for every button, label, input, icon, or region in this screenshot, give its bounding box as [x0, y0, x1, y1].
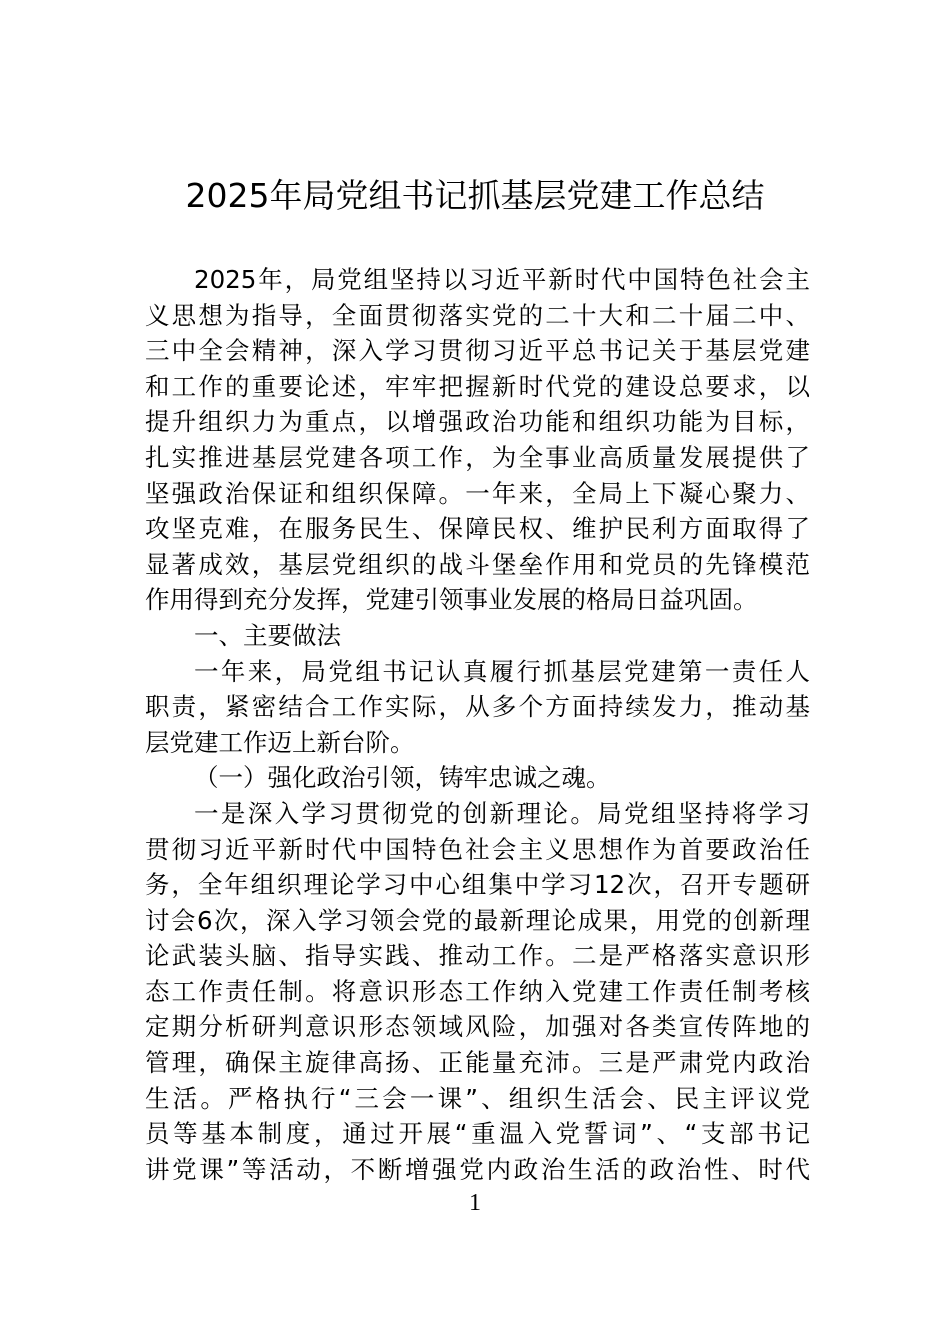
body-line: 讨会6次，深入学习领会党的最新理论成果，用党的创新理 [145, 905, 810, 935]
body-line: 作用得到充分发挥，党建引领事业发展的格局日益巩固。 [145, 585, 758, 615]
body-line: 管理，确保主旋律高扬、正能量充沛。三是严肃党内政治 [145, 1048, 810, 1078]
body-line: 和工作的重要论述，牢牢把握新时代党的建设总要求，以 [145, 371, 810, 401]
body-line: 攻坚克难，在服务民生、保障民权、维护民利方面取得了 [145, 514, 810, 544]
document-title: 2025年局党组书记抓基层党建工作总结 [185, 176, 765, 215]
body-line: 讲党课”等活动，不断增强党内政治生活的政治性、时代 [145, 1154, 810, 1184]
body-line: 显著成效，基层党组织的战斗堡垒作用和党员的先锋模范 [145, 549, 810, 579]
body-line: 一年来，局党组书记认真履行抓基层党建第一责任人 [194, 656, 810, 686]
subsection-heading: （一）强化政治引领，铸牢忠诚之魂。 [194, 763, 611, 793]
body-line: 态工作责任制。将意识形态工作纳入党建工作责任制考核 [145, 976, 810, 1006]
body-line: 员等基本制度，通过开展“重温入党誓词”、“支部书记 [145, 1119, 810, 1149]
body-line: 层党建工作迈上新台阶。 [145, 727, 415, 757]
page-number: 1 [469, 1190, 481, 1216]
body-line: 义思想为指导，全面贯彻落实党的二十大和二十届二中、 [145, 300, 810, 330]
section-heading: 一、主要做法 [194, 620, 341, 650]
body-line: 扎实推进基层党建各项工作，为全事业高质量发展提供了 [145, 442, 810, 472]
body-line: 定期分析研判意识形态领域风险，加强对各类宣传阵地的 [145, 1012, 810, 1042]
body-line: 论武装头脑、指导实践、推动工作。二是严格落实意识形 [145, 941, 810, 971]
body-line: 务，全年组织理论学习中心组集中学习12次，召开专题研 [145, 870, 810, 900]
body-line: 2025年，局党组坚持以习近平新时代中国特色社会主 [194, 265, 810, 294]
body-line: 坚强政治保证和组织保障。一年来，全局上下凝心聚力、 [145, 478, 810, 508]
body-line: 贯彻习近平新时代中国特色社会主义思想作为首要政治任 [145, 834, 810, 864]
document-body [145, 262, 810, 1187]
body-line: 三中全会精神，深入学习贯彻习近平总书记关于基层党建 [145, 336, 810, 366]
body-line: 提升组织力为重点，以增强政治功能和组织功能为目标， [145, 407, 810, 437]
body-line: 职责，紧密结合工作实际，从多个方面持续发力，推动基 [145, 692, 810, 722]
body-line: 一是深入学习贯彻党的创新理论。局党组坚持将学习 [194, 798, 810, 828]
body-line: 生活。严格执行“三会一课”、组织生活会、民主评议党 [145, 1083, 810, 1113]
